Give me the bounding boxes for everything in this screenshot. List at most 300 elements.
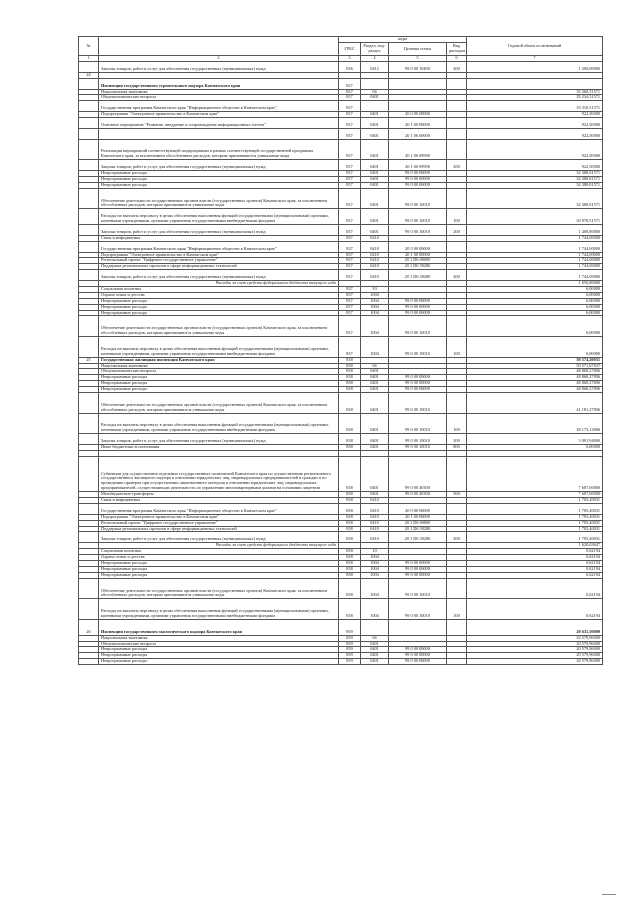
- header-num: №: [79, 37, 99, 56]
- row-name: Обеспечение деятельности государственных органов власти (государственных органов) Камчатского края, за исключением обособленных расходов, которым присваиваются уникальные коды: [99, 188, 339, 209]
- row-grbs: 838: [339, 456, 361, 491]
- row-grbs: 838: [339, 520, 361, 526]
- row-expense-type: [447, 128, 467, 139]
- row-number: [79, 503, 99, 514]
- row-number: [79, 101, 99, 112]
- row-name: Государственная жилищная инспекция Камчатского края: [99, 357, 339, 363]
- row-name: Национальная экономика: [99, 363, 339, 369]
- row-target: 99 0 00 00000: [389, 182, 447, 188]
- row-target: 20 1 D6 50280: [389, 264, 447, 270]
- row-number: [79, 128, 99, 139]
- row-name: Закупка товаров, работ и услуг для обеспечения государственных (муниципальных) нужд: [99, 434, 339, 445]
- row-target: 20 1 00 00000: [389, 118, 447, 129]
- row-grbs: 837: [339, 182, 361, 188]
- row-target: 20 1 D6 50280: [389, 270, 447, 281]
- row-number: 25: [79, 357, 99, 363]
- row-grbs: 838: [339, 413, 361, 434]
- row-section: 1004: [361, 566, 389, 572]
- row-sum: 6,00000: [467, 316, 603, 337]
- row-sum: 32 388,01571: [467, 171, 603, 177]
- row-target: 99 0 00 00000: [389, 375, 447, 381]
- row-section: [361, 78, 389, 89]
- header-sum: Годовой объем ассигнований: [467, 37, 603, 56]
- row-name: Расходы на выплаты персоналу в целях обеспечения выполнения функций государственными (муниципальными) органами, казенными учреждениями, органами управления государственными внебюджетными фондами: [99, 209, 339, 225]
- row-expense-type: 200: [447, 225, 467, 236]
- table-row: [79, 578, 603, 599]
- row-grbs: 838: [339, 532, 361, 543]
- row-sum: 922,50000: [467, 139, 603, 160]
- row-expense-type: 200: [447, 62, 467, 73]
- row-grbs: 838: [339, 599, 361, 620]
- row-grbs: 837: [339, 188, 361, 209]
- row-sum: 6,00000: [467, 445, 603, 451]
- table-row: [79, 188, 603, 209]
- row-section: 0401: [361, 182, 389, 188]
- table-row: [79, 599, 603, 620]
- row-name: Подпрограмма "Электронное правительство в Камчатском крае": [99, 514, 339, 520]
- row-target: 20 1 D6 00000: [389, 520, 447, 526]
- row-sum: 50 574,20031: [467, 357, 603, 363]
- row-grbs: 838: [339, 445, 361, 451]
- row-expense-type: [447, 78, 467, 89]
- row-name: Подпрограмма "Электронное правительство в Камчатском крае": [99, 252, 339, 258]
- row-sum: 1 408,80000: [467, 225, 603, 236]
- row-number: [79, 337, 99, 358]
- row-sum: 48 868,27806: [467, 381, 603, 387]
- row-grbs: 839: [339, 635, 361, 641]
- row-number: 26: [79, 619, 99, 635]
- table-row: [79, 503, 603, 514]
- row-target: 99 0 00 40300: [389, 456, 447, 491]
- row-section: 0410: [361, 235, 389, 241]
- row-grbs: 838: [339, 561, 361, 567]
- row-section: 0401: [361, 95, 389, 101]
- row-expense-type: 100: [447, 209, 467, 225]
- index-cell: 5: [389, 56, 447, 62]
- row-sum: 1 705,40031: [467, 503, 603, 514]
- index-cell: 3: [339, 56, 361, 62]
- row-number: [79, 118, 99, 129]
- index-cell: 2: [99, 56, 339, 62]
- row-name: Национальная экономика: [99, 89, 339, 95]
- row-sum: 20 579,96000: [467, 635, 603, 641]
- row-section: 0401: [361, 160, 389, 171]
- row-section: [361, 619, 389, 635]
- row-name: Непрограммные расходы: [99, 572, 339, 578]
- row-expense-type: 500: [447, 492, 467, 498]
- row-expense-type: [447, 241, 467, 252]
- row-grbs: 838: [339, 375, 361, 381]
- row-grbs: 837: [339, 337, 361, 358]
- row-sum: 3 001,94000: [467, 434, 603, 445]
- row-grbs: 837: [339, 101, 361, 112]
- row-section: 0412: [361, 62, 389, 73]
- row-target: [389, 101, 447, 112]
- row-target: 20 1 00 00000: [389, 514, 447, 520]
- row-section: 0410: [361, 520, 389, 526]
- row-name: Подпрограмма "Электронное правительство в Камчатском крае": [99, 112, 339, 118]
- row-target: 99 0 00 10400: [389, 62, 447, 73]
- row-name: Непрограммные расходы: [99, 304, 339, 310]
- table-row: [79, 532, 603, 543]
- row-sum: 0,62194: [467, 555, 603, 561]
- table-row: [79, 456, 603, 491]
- row-target: 99 0 00 10010: [389, 434, 447, 445]
- row-target: 99 0 00 10010: [389, 578, 447, 599]
- row-section: 0401: [361, 445, 389, 451]
- row-expense-type: [447, 118, 467, 129]
- row-grbs: 838: [339, 492, 361, 498]
- row-grbs: 837: [339, 78, 361, 89]
- row-target: 20 1 00 00000: [389, 252, 447, 258]
- header-vr: Вид расходов: [447, 43, 467, 56]
- row-number: [79, 434, 99, 445]
- table-row: [79, 128, 603, 139]
- row-grbs: 838: [339, 387, 361, 393]
- row-sum: 1 705,40031: [467, 514, 603, 520]
- row-section: 0401: [361, 413, 389, 434]
- row-number: [79, 599, 99, 620]
- row-name: Непрограммные расходы: [99, 182, 339, 188]
- row-grbs: 838: [339, 498, 361, 504]
- row-target: 99 0 00 10010: [389, 209, 447, 225]
- row-sum: 1 744,00000: [467, 270, 603, 281]
- row-target: 20 1 06 09990: [389, 139, 447, 160]
- row-section: 0401: [361, 393, 389, 414]
- row-grbs: 838: [339, 434, 361, 445]
- row-sum: 32 388,01571: [467, 176, 603, 182]
- row-name: Поддержка региональных проектов в сфере информационных технологий: [99, 264, 339, 270]
- row-target: 99 0 00 00000: [389, 387, 447, 393]
- row-sum: 1 705,40031: [467, 526, 603, 532]
- row-name: Инспекция государственного строительного надзора Камчатского края: [99, 78, 339, 89]
- row-section: 0401: [361, 176, 389, 182]
- row-target: 99 0 00 00000: [389, 566, 447, 572]
- row-number: [79, 62, 99, 73]
- row-grbs: 838: [339, 393, 361, 414]
- row-sum: 30 978,51571: [467, 209, 603, 225]
- row-name: Расходы на выплаты персоналу в целях обеспечения выполнения функций государственными (муниципальными) органами, казенными учреждениями, органами управления государственными внебюджетными фондами: [99, 599, 339, 620]
- row-section: 0401: [361, 456, 389, 491]
- row-section: 04: [361, 635, 389, 641]
- row-target: 99 0 00 00000: [389, 381, 447, 387]
- row-grbs: 837: [339, 118, 361, 129]
- header-section: Раздел, под-раздел: [361, 43, 389, 56]
- index-cell: 4: [361, 56, 389, 62]
- row-sum: 6,00000: [467, 286, 603, 292]
- row-number: [79, 241, 99, 252]
- row-name: Охрана семьи и детства: [99, 555, 339, 561]
- row-target: [389, 78, 447, 89]
- row-target: 20 0 00 00000: [389, 503, 447, 514]
- row-grbs: 839: [339, 619, 361, 635]
- row-name: Инспекция государственного экологического надзора Камчатского края: [99, 619, 339, 635]
- row-section: 0401: [361, 112, 389, 118]
- row-section: 10: [361, 549, 389, 555]
- row-name: Связь и информатика: [99, 235, 339, 241]
- row-grbs: 837: [339, 209, 361, 225]
- page-corner-mark: [602, 894, 616, 895]
- row-sum: 7 687,00000: [467, 456, 603, 491]
- row-name: Региональный проект "Цифровое государственное управление": [99, 258, 339, 264]
- row-target: 99 0 00 00000: [389, 310, 447, 316]
- table-body: [79, 62, 603, 665]
- row-name: Закупка товаров, работ и услуг для обеспечения государственных (муниципальных) нужд: [99, 532, 339, 543]
- row-section: 0410: [361, 514, 389, 520]
- row-grbs: 837: [339, 270, 361, 281]
- row-expense-type: 200: [447, 532, 467, 543]
- row-section: 1004: [361, 310, 389, 316]
- row-number: [79, 270, 99, 281]
- row-section: 0410: [361, 532, 389, 543]
- row-grbs: 837: [339, 112, 361, 118]
- row-sum: 0,62194: [467, 561, 603, 567]
- row-section: 1004: [361, 599, 389, 620]
- row-number: [79, 160, 99, 171]
- row-sum: 32 388,01571: [467, 182, 603, 188]
- row-number: [79, 532, 99, 543]
- row-sum: 33 310,51571: [467, 101, 603, 112]
- row-grbs: 838: [339, 503, 361, 514]
- row-target: 99 0 00 00000: [389, 659, 447, 665]
- row-sum: 48 868,27806: [467, 387, 603, 393]
- row-sum: 50 571,67837: [467, 363, 603, 369]
- row-section: 0410: [361, 241, 389, 252]
- row-target: 99 0 00 00000: [389, 647, 447, 653]
- row-name: Национальная экономика: [99, 635, 339, 641]
- row-name: Государственная программа Камчатского края "Информационное общество в Камчатском крае": [99, 503, 339, 514]
- row-grbs: 837: [339, 304, 361, 310]
- row-name: Непрограммные расходы: [99, 310, 339, 316]
- row-grbs: 837: [339, 252, 361, 258]
- row-target: 99 0 00 10010: [389, 413, 447, 434]
- row-sum: 922,50000: [467, 112, 603, 118]
- row-grbs: 837: [339, 258, 361, 264]
- row-section: 0401: [361, 188, 389, 209]
- row-section: 0410: [361, 526, 389, 532]
- row-target: 99 0 00 00000: [389, 572, 447, 578]
- row-target: 20 0 00 00000: [389, 241, 447, 252]
- row-name: Непрограммные расходы: [99, 381, 339, 387]
- row-expense-type: [447, 619, 467, 635]
- table-row: [79, 160, 603, 171]
- row-section: 0401: [361, 375, 389, 381]
- row-sum: 1 744,00000: [467, 258, 603, 264]
- row-sum: 922,50000: [467, 128, 603, 139]
- row-expense-type: 200: [447, 160, 467, 171]
- row-grbs: 838: [339, 363, 361, 369]
- row-grbs: 838: [339, 566, 361, 572]
- row-sum: 1 705,40031: [467, 498, 603, 504]
- row-sum: 0,62194: [467, 549, 603, 555]
- row-section: 0401: [361, 369, 389, 375]
- row-grbs: 837: [339, 89, 361, 95]
- row-name: Закупка товаров, работ и услуг для обеспечения государственных (муниципальных) нужд: [99, 225, 339, 236]
- row-name: Реализация мероприятий соответствующей подпрограммы в рамках соответствующей государственной программы Камчатского края, за исключением обособленных расходов, которым присваиваются уникальные коды: [99, 139, 339, 160]
- row-sum: 48 868,27806: [467, 375, 603, 381]
- row-target: 20 1 06 09990: [389, 160, 447, 171]
- row-number: [79, 78, 99, 89]
- row-expense-type: 100: [447, 599, 467, 620]
- row-section: 1004: [361, 316, 389, 337]
- row-name: Непрограммные расходы: [99, 375, 339, 381]
- row-section: 0401: [361, 209, 389, 225]
- row-grbs: 839: [339, 659, 361, 665]
- table-row: [79, 337, 603, 358]
- row-grbs: 837: [339, 225, 361, 236]
- row-grbs: 838: [339, 526, 361, 532]
- row-target: 99 0 00 00000: [389, 298, 447, 304]
- row-section: 0410: [361, 258, 389, 264]
- row-name: [99, 128, 339, 139]
- row-sum: 6,00000: [467, 292, 603, 298]
- row-name: Непрограммные расходы: [99, 176, 339, 182]
- row-section: 0410: [361, 270, 389, 281]
- row-sum: 35 234,51571: [467, 95, 603, 101]
- row-section: 1004: [361, 572, 389, 578]
- row-sum: 6,00000: [467, 304, 603, 310]
- row-sum: 0,62194: [467, 599, 603, 620]
- row-section: 0401: [361, 387, 389, 393]
- table-row: [79, 270, 603, 281]
- table-row: [79, 78, 603, 89]
- row-name: Поддержка региональных проектов в сфере информационных технологий: [99, 526, 339, 532]
- row-grbs: 837: [339, 235, 361, 241]
- row-grbs: 837: [339, 128, 361, 139]
- row-name: Региональный проект "Цифровое государственное управление": [99, 520, 339, 526]
- row-name: Охрана семьи и детства: [99, 292, 339, 298]
- row-section: 0401: [361, 641, 389, 647]
- row-sum: 1 656,80000: [467, 281, 603, 287]
- row-expense-type: [447, 456, 467, 491]
- row-section: 0401: [361, 381, 389, 387]
- row-grbs: 837: [339, 95, 361, 101]
- budget-table-sheet: [78, 36, 602, 665]
- row-grbs: 837: [339, 264, 361, 270]
- row-section: 0410: [361, 498, 389, 504]
- row-name: Закупка товаров, работ и услуг для обеспечения государственных (муниципальных) нужд: [99, 160, 339, 171]
- row-sum: 1 200,00000: [467, 62, 603, 73]
- row-expense-type: 200: [447, 434, 467, 445]
- table-row: [79, 139, 603, 160]
- row-target: 20 1 D6 50280: [389, 532, 447, 543]
- row-name: Основное мероприятие "Развитие, внедрение и сопровождение информационных систем": [99, 118, 339, 129]
- row-number: [79, 139, 99, 160]
- row-sum: 32 388,01571: [467, 188, 603, 209]
- row-target: 99 0 00 40300: [389, 492, 447, 498]
- row-section: 0410: [361, 252, 389, 258]
- row-section: 0401: [361, 139, 389, 160]
- row-section: 04: [361, 363, 389, 369]
- row-expense-type: [447, 139, 467, 160]
- row-expense-type: [447, 393, 467, 414]
- row-expense-type: [447, 503, 467, 514]
- row-sum: 20 631,50000: [467, 619, 603, 635]
- row-expense-type: 800: [447, 445, 467, 451]
- row-grbs: 838: [339, 555, 361, 561]
- row-name: Государственная программа Камчатского края "Информационное общество в Камчатском крае": [99, 101, 339, 112]
- row-sum: 922,50000: [467, 160, 603, 171]
- header-grbs: ГРБС: [339, 43, 361, 56]
- row-grbs: 837: [339, 139, 361, 160]
- row-grbs: 839: [339, 653, 361, 659]
- row-target: 99 0 00 10010: [389, 445, 447, 451]
- table-row: [79, 393, 603, 414]
- row-grbs: 839: [339, 647, 361, 653]
- row-name: Непрограммные расходы: [99, 659, 339, 665]
- row-name: Непрограммные расходы: [99, 647, 339, 653]
- row-target: 99 0 00 10010: [389, 316, 447, 337]
- row-target: 99 0 00 10010: [389, 188, 447, 209]
- table-row: [79, 619, 603, 635]
- row-name: Расходы за счет средств федерального бюджета текущего года: [99, 543, 339, 549]
- row-section: [361, 101, 389, 112]
- row-name: Общеэкономические вопросы: [99, 641, 339, 647]
- row-sum: 1 744,00000: [467, 241, 603, 252]
- budget-table: [78, 36, 603, 665]
- row-target: 20 0 00 00000: [389, 112, 447, 118]
- row-number: [79, 209, 99, 225]
- row-sum: 7 687,00000: [467, 492, 603, 498]
- row-name: Непрограммные расходы: [99, 387, 339, 393]
- index-cell: 6: [447, 56, 467, 62]
- header-codes: коды: [339, 37, 467, 43]
- row-number: [79, 413, 99, 434]
- row-name: Расходы на выплаты персоналу в целях обеспечения выполнения функций государственными (муниципальными) органами, казенными учреждениями, органами управления государственными внебюджетными фондами: [99, 413, 339, 434]
- row-section: 1004: [361, 337, 389, 358]
- row-section: 1004: [361, 561, 389, 567]
- row-name: Связь и информатика: [99, 498, 339, 504]
- row-grbs: 837: [339, 286, 361, 292]
- row-name: Непрограммные расходы: [99, 653, 339, 659]
- row-section: 0401: [361, 647, 389, 653]
- row-sum: 0,62194: [467, 578, 603, 599]
- row-sum: 1 744,00000: [467, 235, 603, 241]
- table-row: [79, 659, 603, 665]
- row-sum: 1 705,40031: [467, 532, 603, 543]
- row-grbs: 837: [339, 160, 361, 171]
- row-section: 0401: [361, 492, 389, 498]
- row-name: Расходы за счет средств федерального бюджета текущего года: [99, 281, 339, 287]
- table-row: [79, 101, 603, 112]
- row-sum: 20 579,96000: [467, 653, 603, 659]
- row-name: Общеэкономические вопросы: [99, 369, 339, 375]
- row-expense-type: 100: [447, 413, 467, 434]
- row-sum: 6,00000: [467, 337, 603, 358]
- row-grbs: 837: [339, 171, 361, 177]
- row-name: Обеспечение деятельности государственных органов власти (государственных органов) Камчатского края, за исключением обособленных расходов, которым присваиваются уникальные коды: [99, 578, 339, 599]
- row-name: Закупка товаров, работ и услуг для обеспечения государственных (муниципальных) нужд: [99, 270, 339, 281]
- row-sum: 41 181,27806: [467, 393, 603, 414]
- row-number: 24: [79, 72, 99, 78]
- row-section: 1004: [361, 578, 389, 599]
- row-name: Иные бюджетные ассигнования: [99, 445, 339, 451]
- row-section: 0401: [361, 118, 389, 129]
- row-sum: 6,00000: [467, 310, 603, 316]
- row-sum: 48 868,27806: [467, 369, 603, 375]
- row-section: 1004: [361, 555, 389, 561]
- table-row: [79, 434, 603, 445]
- row-section: 0401: [361, 653, 389, 659]
- row-section: 0401: [361, 128, 389, 139]
- row-section: 0401: [361, 434, 389, 445]
- row-name: Социальная политика: [99, 286, 339, 292]
- row-target: 20 1 D6 00000: [389, 258, 447, 264]
- row-section: 04: [361, 89, 389, 95]
- row-number: [79, 393, 99, 414]
- row-sum: 0,62194: [467, 572, 603, 578]
- row-target: 99 0 00 10010: [389, 393, 447, 414]
